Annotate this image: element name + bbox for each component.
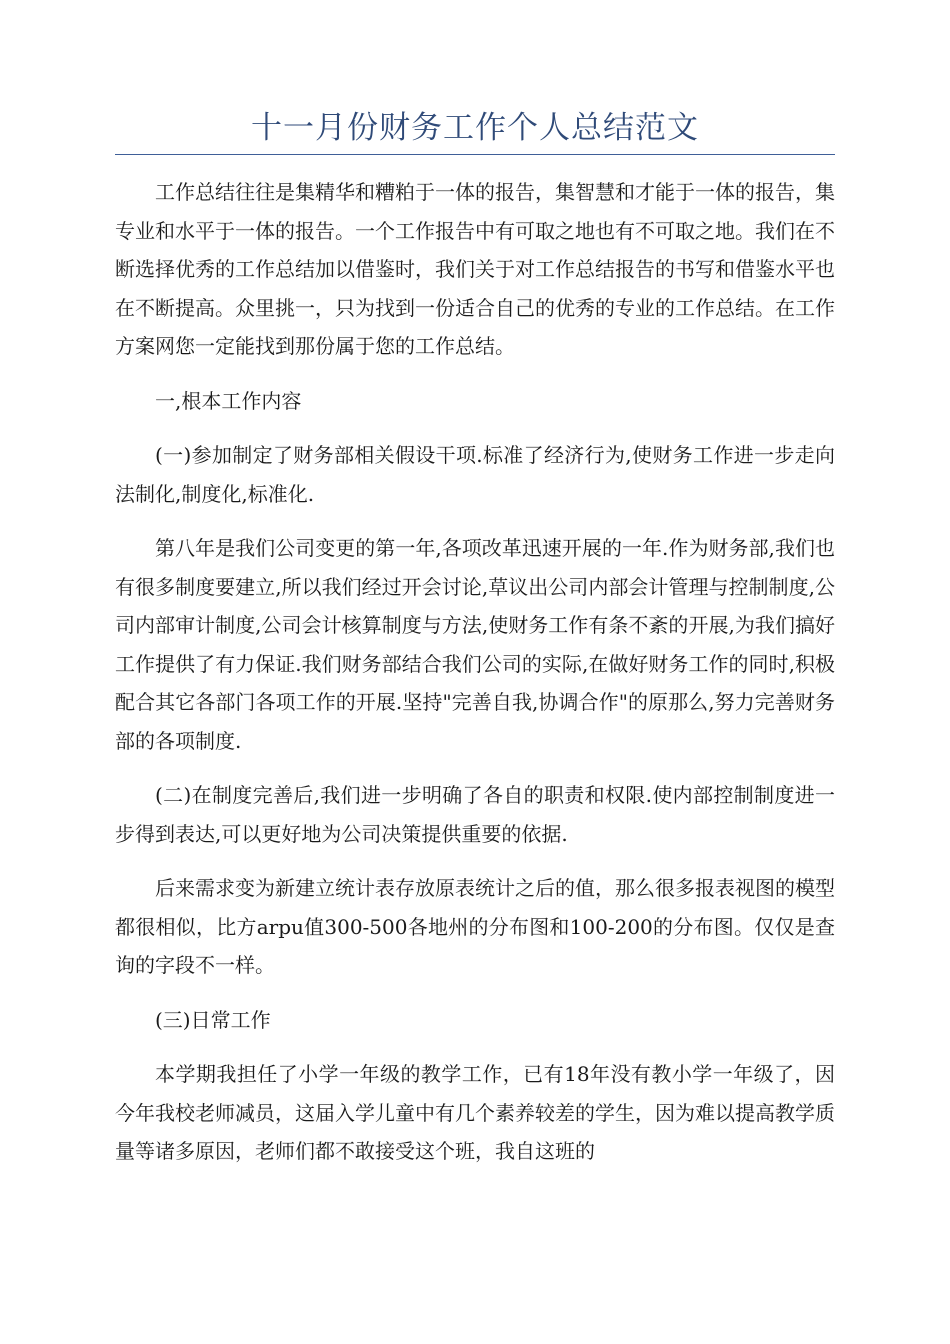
heading-basic-work: 一,根本工作内容 xyxy=(155,388,302,413)
document-title: 十一月份财务工作个人总结范文 xyxy=(251,110,699,146)
heading-daily-work: (三)日常工作 xyxy=(155,1007,271,1032)
paragraph-eighth-year: 第八年是我们公司变更的第一年,各项改革迅速开展的一年.作为财务部,我们也有很多制度要建立,所以我们经过开会讨论,草议出公司内部会计管理与控制制度,公司内部审计制度,公司会计核算制度与方法,使财务工作有条不紊的开展,为我们搞好工作提供了有力保证.我们财务部结合我们公司的实际,在做好财务工作的同时,积极配合其它各部门各项工作的开展.坚持"完善自我,协调合作"的原那么,努力完善财务部的各项制度. xyxy=(115,536,835,753)
paragraph-section-two: (二)在制度完善后,我们进一步明确了各自的职责和权限.使内部控制制度进一步得到表达,可以更好地为公司决策提供重要的依据. xyxy=(115,783,835,846)
paragraph-teaching: 本学期我担任了小学一年级的教学工作，已有18年没有教小学一年级了，因今年我校老师减员，这届入学儿童中有几个素养较差的学生，因为难以提高教学质量等诸多原因，老师们都不敢接受这个班，我自这班的 xyxy=(115,1062,835,1163)
paragraph-report-views: 后来需求变为新建立统计表存放原表统计之后的值，那么很多报表视图的模型都很相似，比方arpu值300-500各地州的分布图和100-200的分布图。仅仅是查询的字段不一样。 xyxy=(115,876,835,977)
paragraph-intro: 工作总结往往是集精华和糟粕于一体的报告，集智慧和才能于一体的报告，集专业和水平于一体的报告。一个工作报告中有可取之地也有不可取之地。我们在不断选择优秀的工作总结加以借鉴时，我们关于对工作总结报告的书写和借鉴水平也在不断提高。众里挑一，只为找到一份适合自己的优秀的专业的工作总结。在工作方案网您一定能找到那份属于您的工作总结。 xyxy=(115,180,835,358)
document-body xyxy=(115,173,835,1187)
paragraph-section-one: (一)参加制定了财务部相关假设干项.标准了经济行为,使财务工作进一步走向法制化,制度化,标准化. xyxy=(115,443,835,506)
title-underline xyxy=(115,154,835,155)
